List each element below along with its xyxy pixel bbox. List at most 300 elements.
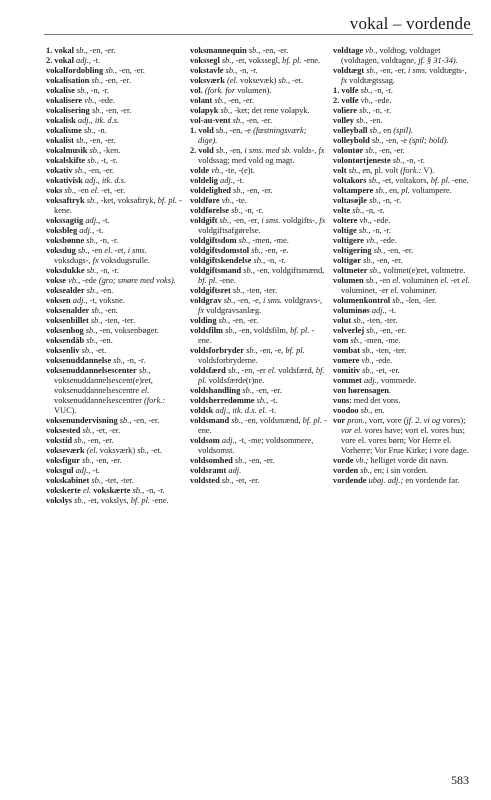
grammar-label: sb., [249,246,265,255]
grammar-label: sb., [81,126,98,135]
dictionary-entry [46,106,184,116]
headword: voldgiftsdomstol [190,246,250,255]
entry-text: voltmet(e)ret, voltmetre. [383,266,466,275]
grammar-label: sb., [367,266,384,275]
headword: voksfigur [46,456,80,465]
grammar-label: sb., [348,336,365,345]
grammar-label: (fæstningsværk; dige). [198,126,307,145]
entry-text: voluminen [400,276,441,285]
entry-text: voksdugsrulle. [98,256,150,265]
headword: vons [333,396,350,405]
entry-text: -n, -r. [239,66,258,75]
entry-text: -n, -r. [100,236,119,245]
entry-text: -en, -er. [246,116,273,125]
grammar-label: bf. pl. [157,196,177,205]
dictionary-entry [46,286,184,296]
grammar-label: bf. pl. [282,56,302,65]
grammar-label: sb., [251,256,268,265]
grammar-label: sb., [62,186,79,195]
entry-text: -et. [292,76,304,85]
grammar-label: sb., [89,306,106,315]
dictionary-entry [190,106,327,116]
headword: voksenuddannelsescenter [46,366,137,375]
entry-text: -t. [93,56,101,65]
dictionary-entry [46,216,184,226]
headword: vokalisere [46,96,83,105]
entry-text: -men, -me. [364,336,401,345]
grammar-label: sb., [346,166,363,175]
entry-text: -en. [105,306,118,315]
entry-text: vores); [440,416,466,425]
dictionary-entry [190,86,327,96]
grammar-label: sb., [216,316,233,325]
dictionary-entry [190,456,327,466]
entry-text: -et. [95,346,107,355]
entry-text: -en, -er. [376,256,403,265]
dictionary-entry [333,206,474,216]
entry-text: -n. [97,126,107,135]
headword: voltere [333,216,358,225]
headword: voltasøjle [333,196,367,205]
entry-text: -en, -er. [262,46,289,55]
grammar-label: pron., [345,416,369,425]
dictionary-entry [46,246,184,266]
headword: vokssagtig [46,216,84,225]
entry-text: -en. [369,116,383,125]
headword: vokstavle [190,66,224,75]
dictionary-entry [333,86,474,96]
grammar-label: i sms. [263,296,283,305]
grammar-label: sb., [72,166,89,175]
headword: volant [190,96,213,105]
dictionary-entry [333,346,474,356]
grammar-label: el. [104,246,113,255]
headword: voldsforbryder [190,346,244,355]
grammar-label: adj., [73,466,93,475]
grammar-label: (fork.: [144,396,166,405]
headword: voldelig [190,176,218,185]
entry-text: -en, -er. [89,136,116,145]
grammar-label: sb., [84,236,100,245]
grammar-label: sb., [83,326,100,335]
entry-text: -t. [237,176,245,185]
dictionary-entry [333,136,474,146]
grammar-label: sb., [351,316,367,325]
grammar-label: sb., [72,436,88,445]
headword: vokskærte [93,486,131,495]
entry-text: -t. [96,226,104,235]
grammar-label: sb., [278,76,293,85]
grammar-label: adj., [361,376,381,385]
dictionary-entry [46,126,184,136]
grammar-label: sb., [87,146,104,155]
entry-text: voluminet, -er [341,286,391,295]
entry-text: -et, [112,246,128,255]
headword: vokativisk [46,176,83,185]
dictionary-entry [190,146,327,166]
grammar-label: bf. pl. [302,416,322,425]
entry-text: -en, -er. [95,456,122,465]
headword: vokstid [46,436,73,445]
dictionary-entry [46,476,184,486]
dictionary-entry [46,416,184,426]
header-rule [44,34,473,35]
entry-text: -kene. [54,196,182,215]
dictionary-entry [190,436,327,456]
grammar-label: sb., [240,386,257,395]
grammar-label: sb., [117,416,134,425]
dictionary-entry [46,446,184,456]
grammar-label: el. [90,186,100,195]
dictionary-entry [46,336,184,346]
entry-text: -en, -e [229,126,254,135]
grammar-label: el. [440,276,449,285]
grammar-label: i sms. med sb. [244,146,292,155]
headword: voltige [333,226,357,235]
grammar-label: sb., [357,106,373,115]
entry-text: -en, [229,146,245,155]
dictionary-entry [333,476,474,486]
entry-text: -et. [150,446,162,455]
headword: voliere [333,106,358,115]
dictionary-entry [333,106,474,116]
dictionary-entry [190,266,327,286]
entry-text: -t, -r. [100,156,118,165]
entry-text: -en, voldsfilm, [238,326,291,335]
entry-text: -te. [235,196,247,205]
grammar-label: i sms. [261,216,281,225]
grammar-label: fx [92,256,99,265]
grammar-label: sb., [75,246,92,255]
entry-text: voldtog, voldtaget (voldtagen, voldtagne, [341,46,441,65]
headword: voksenliv [46,346,80,355]
grammar-label: (fork. for [202,86,236,95]
headword: volontørtjeneste [333,156,391,165]
entry-text: en. [374,406,385,415]
headword: voltampere [333,186,374,195]
entry-text: voluminer. [398,286,437,295]
entry-text: -et, -er. [96,426,121,435]
entry-text: -t. [102,216,110,225]
grammar-label: vb., [66,276,83,285]
grammar-label: vb., [209,166,226,175]
grammar-label: sb., [73,46,90,55]
entry-text: voksdugs-, [54,256,93,265]
headword: vokalisation [46,76,90,85]
entry-text: volumen). [235,86,272,95]
dictionary-entry [190,186,327,196]
grammar-label: sb., [367,126,384,135]
dictionary-entry [333,246,474,256]
grammar-label: vb.; [353,456,371,465]
entry-text: -ken. [103,146,121,155]
grammar-label: ubøj. adj.; [366,476,406,485]
headword: vom [333,336,349,345]
headword: voluminøs [333,306,370,315]
dictionary-entry [46,426,184,436]
headword: voksenuddannelse [46,356,112,365]
headword: voodoo [333,406,359,415]
dictionary-entry [333,96,474,106]
grammar-label: el. [390,286,399,295]
grammar-label: sb., [221,296,238,305]
entry-text: -en, voksenbøger. [99,326,159,335]
headword: voldgiftsdom [190,236,237,245]
grammar-label: sb., [218,106,235,115]
headword: voltmeter [333,266,368,275]
headword: vokalist [46,136,74,145]
dictionary-entry [46,366,184,416]
headword: voksværk [190,76,225,85]
grammar-label: sb., [73,136,90,145]
headword: volapyk [190,106,219,115]
grammar-label: jf. § 31-34). [418,56,458,65]
page-number: 583 [451,773,469,787]
dictionary-entry [333,376,474,386]
entry-text: -ene. [301,56,321,65]
entry-text: helliget vorde dit navn. [370,456,449,465]
running-head: vokal – vordende [349,14,471,33]
grammar-label: sb., [85,156,101,165]
entry-text: voldgravsanlæg. [204,306,262,315]
grammar-label: sb., [84,336,100,345]
entry-text: en vordende far. [405,476,460,485]
grammar-label: sb., [79,346,96,355]
grammar-label: sb., [89,476,106,485]
dictionary-columns [46,46,474,781]
dictionary-entry [333,316,474,326]
grammar-label: sb., [364,66,381,75]
entry-text: -ene. [217,276,236,285]
grammar-label: (jf. 2. vi og [403,416,441,425]
headword: vokativ [46,166,73,175]
headword: volde [190,166,210,175]
headword: von hørensagen [333,386,389,395]
headword: voldgrav [190,296,222,305]
dictionary-entry [46,266,184,276]
entry-text: -en [91,246,105,255]
dictionary-entry [190,196,327,206]
grammar-label: sb., [369,136,386,145]
grammar-label: fx [318,146,325,155]
dictionary-entry [333,176,474,186]
grammar-label: sb., [358,86,375,95]
headword: voldsfilm [190,326,224,335]
dictionary-entry [333,216,474,226]
grammar-label: sb., [80,426,97,435]
entry-text: voldsfærd, [276,366,316,375]
headword: vokalisme [46,126,82,135]
entry-text: -en, -e [385,136,410,145]
entry-text: -en. [100,336,113,345]
grammar-label: sb., [213,146,230,155]
dictionary-entry [333,256,474,266]
grammar-label: adj., [83,216,103,225]
headword: vokalisk [46,116,76,125]
dictionary-entry [46,236,184,246]
grammar-label: adj. [226,466,242,475]
headword: voldshandling [190,386,241,395]
grammar-label: sb., [74,86,91,95]
dictionary-entry [333,416,474,456]
entry-text: voksværk) [97,446,138,455]
dictionary-entry [333,306,474,316]
entry-text: en [383,126,394,135]
grammar-label: sb., [223,326,239,335]
grammar-label: sb., [84,196,101,205]
headword: volleybold [333,136,370,145]
entry-text: -en, -er. [232,316,259,325]
grammar-label: sb., [223,66,240,75]
entry-text: -en [78,186,91,195]
headword: vokalskifte [46,156,86,165]
entry-text: -ene. [198,326,315,345]
dictionary-entry [190,56,327,66]
entry-text: -len, -ler. [405,296,437,305]
entry-text: -en, -er. [119,66,145,75]
grammar-label: pl. [401,186,410,195]
entry-text: -n, -r. [267,256,286,265]
entry-text: -ene. [450,176,469,185]
entry-text: -et, -er. [375,366,400,375]
headword: 2. vold [190,146,214,155]
entry-text: -en, -er, [380,66,409,75]
dictionary-entry [333,236,474,246]
entry-text: -ede. [375,356,393,365]
grammar-label: sb., [219,56,236,65]
headword: vokalise [46,86,75,95]
entry-text: -ket, voksaftryk, [100,196,158,205]
entry-text: -en, -er. [89,46,116,55]
grammar-label: adj., itk. d.s. [75,116,120,125]
dictionary-entry [333,466,474,476]
grammar-label: sb., [390,296,406,305]
entry-text: -en, voldgiftsmænd, [257,266,325,275]
dictionary-entry [333,366,474,376]
grammar-label: sb., [243,346,260,355]
headword: 2. volfe [333,96,359,105]
headword: 1. vokal [46,46,74,55]
headword: voldsfærd [190,366,226,375]
grammar-label: fx [319,216,326,225]
grammar-label: sb., [241,266,258,275]
dictionary-entry [46,186,184,196]
headword: voksdug [46,246,76,255]
entry-text: voksenuddannelsescent(e)ret, voksenuddannelsescentre [54,376,153,395]
dictionary-entry [333,266,474,276]
dictionary-entry [46,356,184,366]
grammar-label: el. [461,276,470,285]
dictionary-entry [46,466,184,476]
dictionary-entry [46,96,184,106]
headword: voldtage [333,46,364,55]
entry-text: -en, -er. [105,106,132,115]
dictionary-entry [190,476,327,486]
headword: voldsk [190,406,214,415]
headword: vommet [333,376,362,385]
grammar-label: bf. pl. [130,496,151,505]
entry-text: -ede. [373,216,391,225]
grammar-label: sb., [229,416,245,425]
entry-text: -ten, -ter. [104,316,136,325]
headword: vokalfordobling [46,66,104,75]
headword: voldføre [190,196,220,205]
headword: voksbønne [46,236,85,245]
entry-text: voldgiftsafgørelse. [198,226,261,235]
grammar-label: vor el. [341,426,363,435]
entry-text: -n, -r. [244,206,264,215]
grammar-label: (spil; bold). [409,136,449,145]
dictionary-entry [190,166,327,176]
entry-text: -n, -r. [146,486,165,495]
dictionary-entry [190,416,327,436]
grammar-label: bf. pl. [430,176,451,185]
grammar-label: adj., [219,436,239,445]
dictionary-entry [333,186,474,196]
dictionary-entry [46,76,184,86]
dictionary-entry [46,56,184,66]
dictionary-entry [46,436,184,446]
dictionary-entry [190,246,327,256]
dictionary-entry [333,356,474,366]
headword: vombat [333,346,360,355]
entry-text: en, [389,186,402,195]
headword: voksdukke [46,266,85,275]
grammar-label: (spil). [393,126,414,135]
entry-text: -t, -me; voldsommere, voldsomst. [198,436,314,455]
dictionary-entry [333,126,474,136]
grammar-label: sb., [366,176,383,185]
dictionary-entry [333,146,474,156]
grammar-label: adj., [73,56,94,65]
grammar-label: sb., [373,186,390,195]
headword: voldsomhed [190,456,233,465]
entry-text: voksenuddannelsescentrer [54,396,144,405]
headword: vokssegl [190,56,220,65]
dictionary-entry [190,286,327,296]
grammar-label: sb., [358,406,375,415]
grammar-label: sb., [363,276,380,285]
grammar-label: sb., [228,206,245,215]
dictionary-entry [190,176,327,186]
headword: voldgiftskendelse [190,256,252,265]
grammar-label: sb., [219,476,236,485]
dictionary-entry [333,66,474,86]
entry-text: -n, -r. [127,356,146,365]
grammar-label: bf. pl. [198,366,325,385]
grammar-label: sb., [84,286,101,295]
grammar-label: vb., [364,236,381,245]
grammar-label: adj., [369,306,389,315]
entry-text: -et, voltakors, [382,176,431,185]
grammar-label: vb., [359,356,376,365]
headword: voltigør [333,256,361,265]
grammar-label: sb., [246,46,263,55]
entry-text: -te, -(e)t. [225,166,255,175]
headword: vokseværk [46,446,85,455]
entry-text: volds-, [291,146,319,155]
headword: voksenbillet [46,316,89,325]
grammar-label: sb., [358,466,374,475]
entry-text: en; i sin vorden. [373,466,428,475]
grammar-label: adj., itk. d.s. [82,176,127,185]
grammar-label: sb., [360,346,376,355]
dictionary-entry [333,336,474,346]
headword: voksenalder [46,306,90,315]
grammar-label: sb., [363,146,380,155]
headword: voldtægt [333,66,365,75]
dictionary-entry [46,456,184,466]
